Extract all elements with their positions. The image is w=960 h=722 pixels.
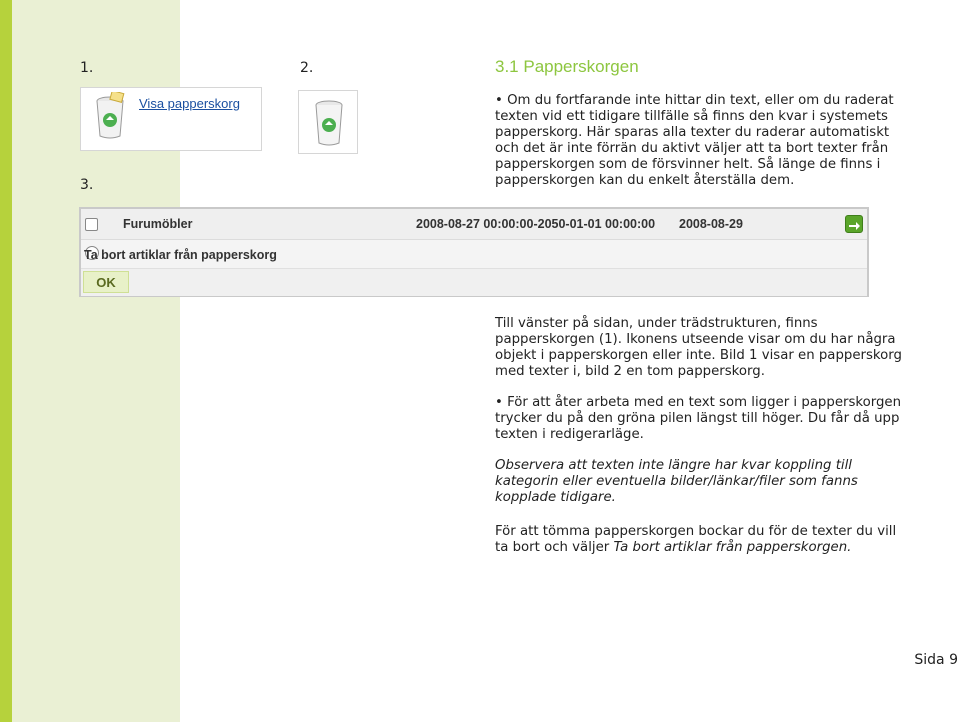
screenshot-trash-full (80, 87, 262, 151)
remove-label: Ta bort artiklar från papperskorg (84, 248, 277, 262)
row-range: 2008-08-27 00:00:00-2050-01-01 00:00:00 (416, 217, 656, 231)
trash-empty-icon[interactable] (312, 97, 346, 151)
paragraph-empty-trash (495, 524, 905, 556)
ok-bar (81, 268, 867, 296)
label-1: 1. (80, 60, 94, 76)
screenshot-trash-list (79, 207, 869, 297)
show-trash-link[interactable]: Visa papperskorg (139, 96, 240, 111)
page-number: Sida 9 (914, 652, 958, 668)
row-name: Furumöbler (123, 217, 193, 231)
label-3: 3. (80, 177, 94, 193)
section-title: 3.1 Papperskorgen (495, 57, 639, 76)
empty-trash-action: Ta bort artiklar från papperskorgen. (613, 540, 852, 555)
ok-button[interactable]: OK (83, 271, 129, 293)
trash-row (81, 209, 867, 240)
paragraph-note: Observera att texten inte längre har kvar koppling till kategorin eller eventuella bilder/länkar/filer som fanns kopplade tidigare. (495, 458, 858, 505)
paragraph-restore: • För att åter arbeta med en text som ligger i papperskorgen trycker du på den gröna pilen längst till höger. Du får då upp texten i redigerarläge. (495, 395, 902, 442)
screenshot-trash-empty (298, 90, 358, 154)
paragraph-intro: • Om du fortfarande inte hittar din text, eller om du raderat texten vid ett tidigare tillfälle så finns den kvar i systemets papperskorg. Här sparas alla texter du raderar automatiskt och det är inte förrän du aktivt väljer att ta bort texter från papperskorgen som de försvinner helt. Så länge de finns i papperskorgen kan du enkelt återställa dem. (495, 93, 894, 188)
remove-option-row (81, 240, 867, 268)
empty-trash-text: För att tömma papperskorgen bockar du för de texter du vill ta bort och väljer (495, 524, 897, 555)
trash-full-icon[interactable] (93, 92, 127, 144)
row-date: 2008-08-29 (679, 217, 743, 231)
label-2: 2. (300, 60, 314, 76)
row-checkbox[interactable] (85, 218, 98, 231)
left-accent-stripe (0, 0, 12, 722)
restore-arrow-icon[interactable] (845, 215, 863, 233)
paragraph-location: Till vänster på sidan, under trädstrukturen, finns papperskorgen (1). Ikonens utseende visar om du har några objekt i papperskorgen eller inte. Bild 1 visar en papperskorg med texter i, bild 2 en tom papperskorg. (495, 316, 902, 379)
